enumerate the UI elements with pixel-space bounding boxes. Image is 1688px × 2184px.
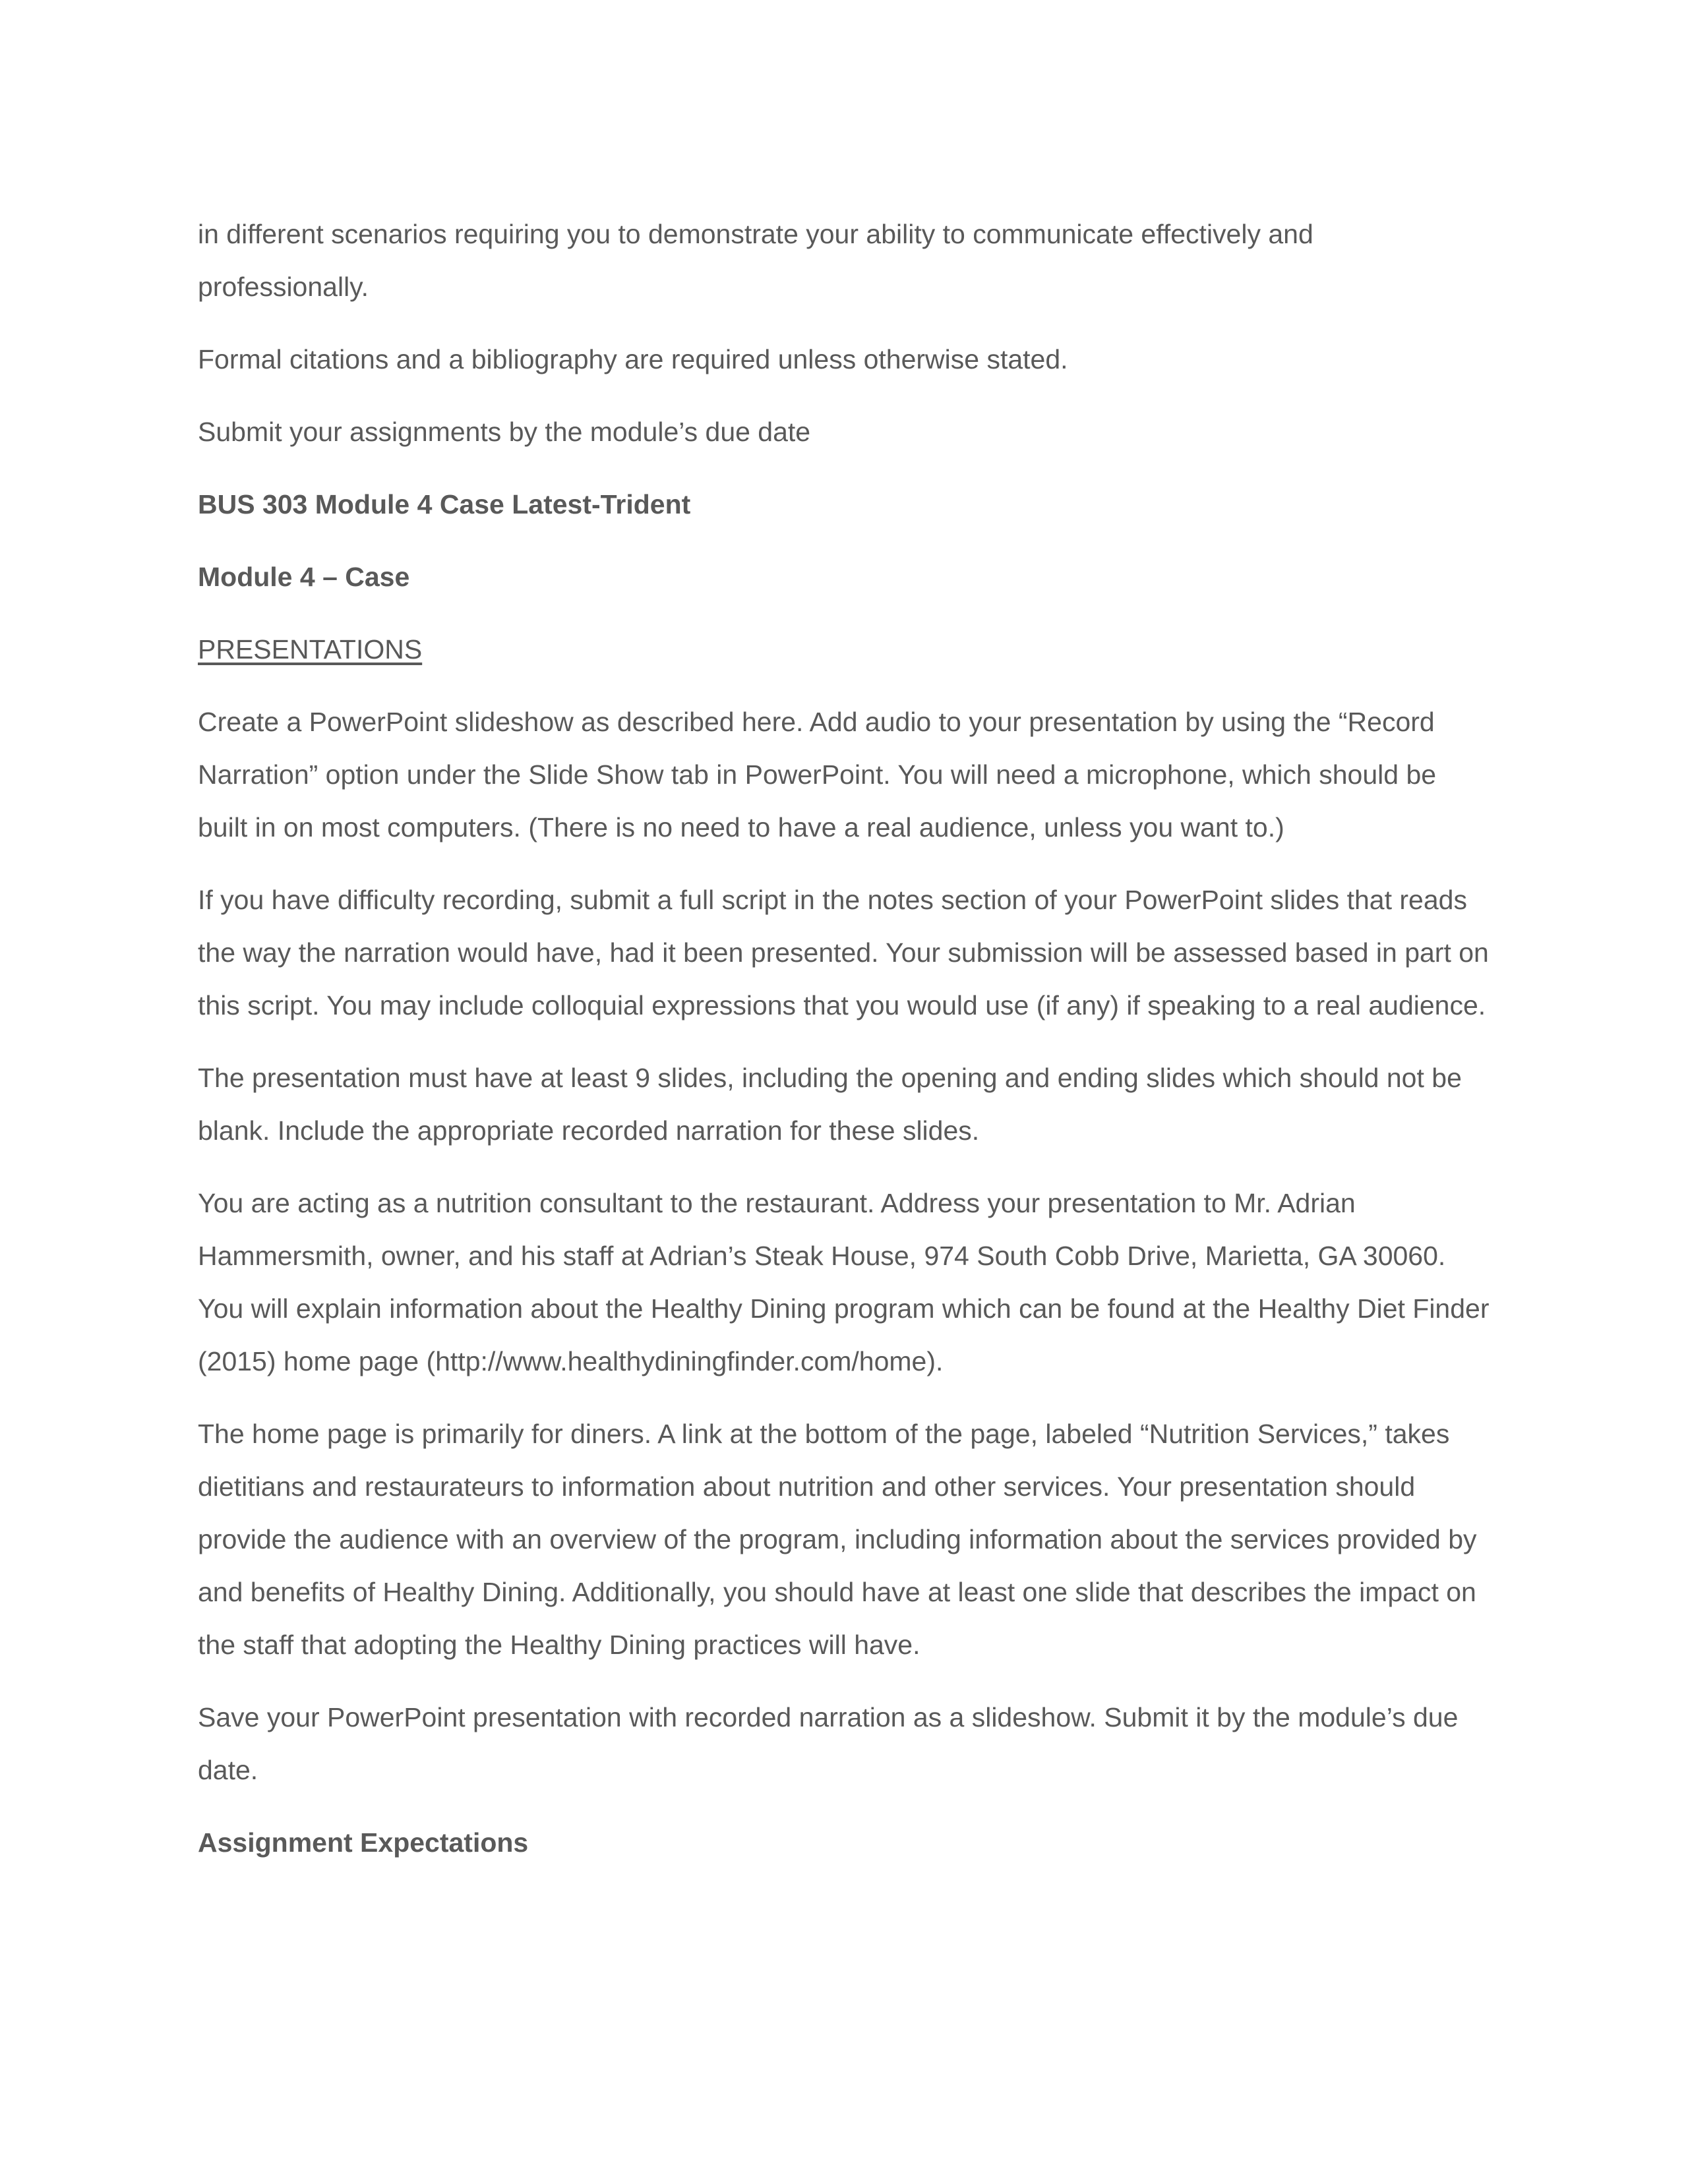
case-title: BUS 303 Module 4 Case Latest-Trident xyxy=(198,489,691,519)
home-page-paragraph: The home page is primarily for diners. A link at the bottom of the page, labeled “Nutrition Services,” takes dietitians and restaurateurs to information about nutrition and other services. Your presentation should provide the audience with an overview of the program, including information about the services provided by and benefits of Healthy Dining. Additionally, you should have at least one slide that describes the impact on the staff that adopting the Healthy Dining practices will have. xyxy=(198,1419,1477,1660)
consultant-role-paragraph: You are acting as a nutrition consultant to the restaurant. Address your presentation to Mr. Adrian Hammersmith, owner, and his staff at Adrian’s Steak House, 974 South Cobb Drive, Marietta, GA 30060. You will explain information about the Healthy Dining program which can be found at the Healthy Diet Finder (2015) home page (http://www.healthydiningfinder.com/home). xyxy=(198,1188,1490,1376)
module-heading: Module 4 – Case xyxy=(198,562,410,592)
document-body xyxy=(198,208,1490,1889)
slide-count-paragraph: The presentation must have at least 9 slides, including the opening and ending slides which should not be blank. Include the appropriate recorded narration for these slides. xyxy=(198,1063,1462,1146)
intro-continuation-paragraph: in different scenarios requiring you to demonstrate your ability to communicate effectively and professionally. xyxy=(198,219,1313,302)
expectations-heading: Assignment Expectations xyxy=(198,1827,529,1858)
section-heading-text: PRESENTATIONS xyxy=(198,634,423,664)
difficulty-recording-paragraph: If you have difficulty recording, submit a full script in the notes section of your PowerPoint slides that reads the way the narration would have, had it been presented. Your submission will be assessed based in part on this script. You may include colloquial expressions that you would use (if any) if speaking to a real audience. xyxy=(198,885,1489,1020)
create-slideshow-paragraph: Create a PowerPoint slideshow as described here. Add audio to your presentation by using the “Record Narration” option under the Slide Show tab in PowerPoint. You will need a microphone, which should be built in on most computers. (There is no need to have a real audience, unless you want to.) xyxy=(198,707,1437,842)
submit-paragraph: Submit your assignments by the module’s due date xyxy=(198,417,811,447)
save-presentation-paragraph: Save your PowerPoint presentation with recorded narration as a slideshow. Submit it by the module’s due date. xyxy=(198,1702,1459,1785)
section-heading xyxy=(198,623,1490,676)
citations-paragraph: Formal citations and a bibliography are required unless otherwise stated. xyxy=(198,344,1068,374)
